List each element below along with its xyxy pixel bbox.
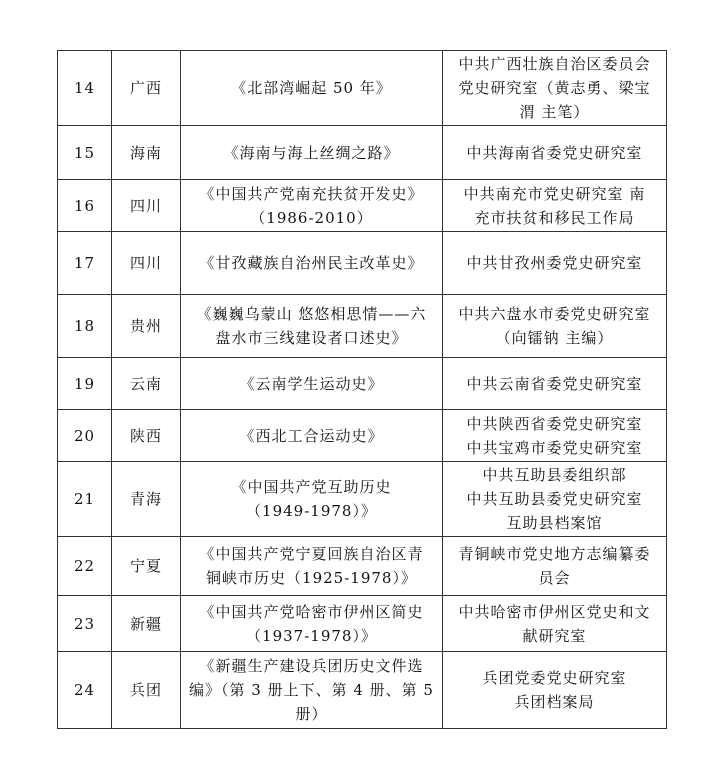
title-line: （1949-1978）》	[246, 502, 377, 520]
row-number: 17	[58, 232, 112, 295]
table-row	[58, 51, 667, 126]
province: 四川	[112, 232, 181, 295]
province: 云南	[112, 358, 181, 410]
row-number: 24	[58, 652, 112, 729]
org-line: 中共广西壮族自治区委员会	[458, 55, 651, 73]
title-line: 编》（第 3 册上下、第 4 册、第 5	[189, 681, 434, 699]
org-line: 中共南充市党史研究室 南	[463, 184, 646, 203]
province: 陕西	[112, 410, 181, 462]
province: 新疆	[112, 596, 181, 652]
book-title	[181, 596, 443, 652]
organization	[443, 410, 667, 462]
title-line: 《云南学生运动史》	[239, 374, 384, 393]
table-row	[58, 462, 667, 537]
province: 广西	[112, 51, 181, 126]
org-line: 中共甘孜州委党史研究室	[466, 254, 643, 272]
organization	[443, 358, 667, 410]
row-number: 16	[58, 180, 112, 232]
province: 青海	[112, 462, 181, 537]
title-line: 《北部湾崛起 50 年》	[231, 79, 392, 97]
org-line: 中共陕西省委党史研究室	[466, 414, 643, 433]
org-line: 中共六盘水市委党史研究室	[458, 305, 651, 323]
book-title	[181, 295, 443, 358]
title-line: 《中国共产党南充扶贫开发史》	[199, 184, 424, 203]
row-number: 14	[58, 51, 112, 126]
book-title	[181, 410, 443, 462]
province: 海南	[112, 126, 181, 180]
table-row	[58, 652, 667, 729]
table-row	[58, 537, 667, 596]
title-line: （1986-2010）	[250, 208, 373, 227]
organization	[443, 537, 667, 596]
province: 四川	[112, 180, 181, 232]
book-title	[181, 358, 443, 410]
title-line: 《西北工合运动史》	[239, 426, 384, 445]
title-line: 《海南与海上丝绸之路》	[223, 143, 400, 162]
row-number: 19	[58, 358, 112, 410]
org-line: 兵团档案局	[514, 693, 595, 711]
table-row	[58, 232, 667, 295]
table-body	[58, 51, 667, 729]
title-line: 《甘孜藏族自治州民主改革史》	[199, 254, 424, 272]
org-line: 青铜峡市党史地方志编纂委	[458, 545, 651, 563]
organization	[443, 180, 667, 232]
book-title	[181, 652, 443, 729]
org-line: 中共云南省委党史研究室	[466, 374, 643, 393]
row-number: 22	[58, 537, 112, 596]
row-number: 21	[58, 462, 112, 537]
title-line: 盘水市三线建设者口述史》	[215, 329, 408, 347]
row-number: 20	[58, 410, 112, 462]
org-line: 中共宝鸡市委党史研究室	[466, 438, 643, 457]
organization	[443, 51, 667, 126]
organization	[443, 462, 667, 537]
org-line: 献研究室	[522, 626, 587, 645]
province: 贵州	[112, 295, 181, 358]
organization	[443, 652, 667, 729]
org-line: 党史研究室（黄志勇、梁宝	[458, 79, 651, 97]
org-line: （向镭钠 主编）	[495, 329, 614, 347]
book-title	[181, 126, 443, 180]
title-line: 《中国共产党互助历史	[231, 478, 392, 496]
org-line: 兵团党委党史研究室	[482, 669, 627, 687]
title-line: 《巍巍乌蒙山 悠悠相思情——六	[196, 305, 427, 323]
organization	[443, 295, 667, 358]
table-row	[58, 358, 667, 410]
row-number: 23	[58, 596, 112, 652]
org-line: 中共海南省委党史研究室	[466, 143, 643, 162]
organization	[443, 126, 667, 180]
title-line: 《新疆生产建设兵团历史文件选	[199, 657, 424, 675]
organization	[443, 232, 667, 295]
org-line: 充市扶贫和移民工作局	[474, 208, 635, 227]
book-title	[181, 462, 443, 537]
title-line: （1937-1978）》	[246, 626, 377, 645]
title-line: 册）	[295, 705, 328, 723]
table-row	[58, 596, 667, 652]
title-line: 铜峡市历史（1925-1978）》	[206, 569, 417, 587]
row-number: 18	[58, 295, 112, 358]
title-line: 《中国共产党哈密市伊州区简史	[199, 602, 424, 621]
book-title	[181, 51, 443, 126]
org-line: 中共互助县委组织部	[482, 466, 627, 484]
book-title	[181, 537, 443, 596]
org-line: 员会	[538, 569, 571, 587]
table-row	[58, 126, 667, 180]
org-line: 中共哈密市伊州区党史和文	[458, 602, 651, 621]
organization	[443, 596, 667, 652]
book-title	[181, 232, 443, 295]
table-row	[58, 180, 667, 232]
table-row	[58, 410, 667, 462]
book-title	[181, 180, 443, 232]
org-line: 中共互助县委党史研究室	[466, 490, 643, 508]
province: 宁夏	[112, 537, 181, 596]
province: 兵团	[112, 652, 181, 729]
document-table	[57, 50, 667, 729]
org-line: 渭 主笔）	[519, 103, 590, 121]
org-line: 互助县档案馆	[506, 514, 603, 532]
row-number: 15	[58, 126, 112, 180]
title-line: 《中国共产党宁夏回族自治区青	[199, 545, 424, 563]
table-row	[58, 295, 667, 358]
